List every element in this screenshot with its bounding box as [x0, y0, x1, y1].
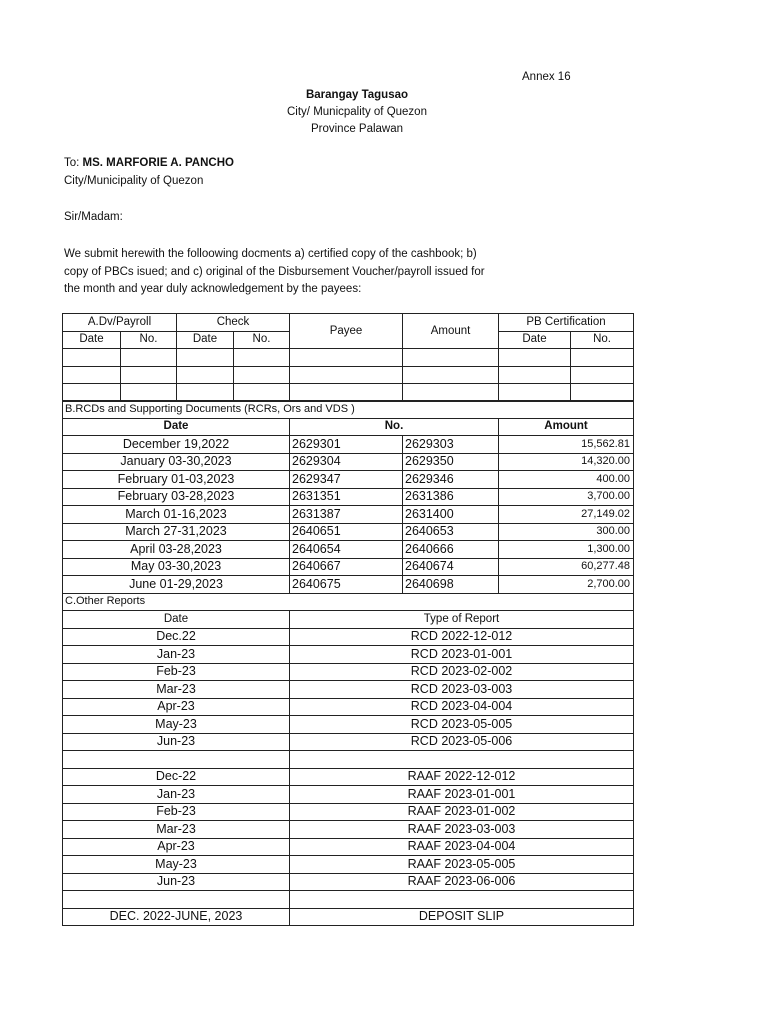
pb-no-header: No. [571, 331, 634, 349]
rcd-no-from-cell: 2629347 [290, 471, 403, 489]
section-c-title: C.Other Reports [63, 593, 634, 611]
table-row [63, 453, 634, 471]
b-amount-header: Amount [499, 418, 634, 436]
rcd-date-cell: March 01-16,2023 [63, 506, 290, 524]
rcd-no-from-cell: 2631387 [290, 506, 403, 524]
rcd-no-from-cell: 2640651 [290, 523, 403, 541]
rcd-no-to-cell: 2631386 [403, 488, 499, 506]
report-type-cell: RCD 2023-03-003 [290, 681, 634, 699]
rcd-amount-cell: 3,700.00 [499, 488, 634, 506]
table-row [63, 628, 634, 646]
report-type-cell: RCD 2023-05-005 [290, 716, 634, 734]
rcd-amount-cell: 14,320.00 [499, 453, 634, 471]
salutation: Sir/Madam: [64, 211, 123, 223]
table-row [63, 803, 634, 821]
rcd-date-cell: January 03-30,2023 [63, 453, 290, 471]
recipient-city: City/Municipality of Quezon [64, 175, 204, 187]
rcd-amount-cell: 400.00 [499, 471, 634, 489]
payee-header: Payee [290, 314, 403, 349]
table-row [63, 768, 634, 786]
rcd-no-to-cell: 2640674 [403, 558, 499, 576]
report-date-cell: Apr-23 [63, 698, 290, 716]
report-date-cell: Jan-23 [63, 646, 290, 664]
rcd-date-cell: February 01-03,2023 [63, 471, 290, 489]
rcd-no-to-cell: 2640698 [403, 576, 499, 594]
c-date-header: Date [63, 611, 290, 629]
rcd-no-from-cell: 2640654 [290, 541, 403, 559]
table-row [63, 646, 634, 664]
report-date-cell: May-23 [63, 856, 290, 874]
body-paragraph: We submit herewith the folloowing docments a) certified copy of the cashbook; b) copy of PBCs isued; and c) original of the Disbursement Voucher/payroll issued for the month and year duly acknowledgement by the payees: [64, 248, 485, 295]
report-date-cell: Dec-22 [63, 768, 290, 786]
rcd-amount-cell: 27,149.02 [499, 506, 634, 524]
rcd-date-cell: March 27-31,2023 [63, 523, 290, 541]
report-type-cell: RCD 2023-05-006 [290, 733, 634, 751]
table-row [63, 733, 634, 751]
table-row [63, 856, 634, 874]
table-row [63, 786, 634, 804]
c-type-header: Type of Report [290, 611, 634, 629]
rcd-no-to-cell: 2640653 [403, 523, 499, 541]
table-row [63, 488, 634, 506]
rcd-no-from-cell: 2629304 [290, 453, 403, 471]
report-date-cell: Apr-23 [63, 838, 290, 856]
report-type-cell: RCD 2023-02-002 [290, 663, 634, 681]
rcd-amount-cell: 15,562.81 [499, 436, 634, 454]
rcd-no-to-cell: 2629346 [403, 471, 499, 489]
table-row [63, 384, 634, 402]
city-line: City/ Municpality of Quezon [287, 106, 427, 118]
rcd-amount-cell: 300.00 [499, 523, 634, 541]
report-date-cell: Mar-23 [63, 681, 290, 699]
rcd-no-to-cell: 2631400 [403, 506, 499, 524]
report-type-cell: RAAF 2023-04-004 [290, 838, 634, 856]
dv-no-header: No. [121, 331, 177, 349]
report-date-cell: May-23 [63, 716, 290, 734]
rcd-no-from-cell: 2631351 [290, 488, 403, 506]
report-type-cell: RCD 2023-04-004 [290, 698, 634, 716]
rcd-amount-cell: 1,300.00 [499, 541, 634, 559]
table-row [63, 576, 634, 594]
report-date-cell: Mar-23 [63, 821, 290, 839]
amount-header: Amount [403, 314, 499, 349]
report-date-cell: Feb-23 [63, 803, 290, 821]
rcd-no-to-cell: 2640666 [403, 541, 499, 559]
rcd-date-cell: June 01-29,2023 [63, 576, 290, 594]
report-type-cell: RAAF 2023-01-002 [290, 803, 634, 821]
recipient-name: MS. MARFORIE A. PANCHO [82, 157, 234, 169]
recipient-line [64, 157, 234, 169]
rcd-date-cell: February 03-28,2023 [63, 488, 290, 506]
table-row [63, 663, 634, 681]
report-date-cell: Jun-23 [63, 733, 290, 751]
b-date-header: Date [63, 418, 290, 436]
dv-date-header: Date [63, 331, 121, 349]
report-type-cell: RAAF 2023-01-001 [290, 786, 634, 804]
table-row [63, 506, 634, 524]
report-date-cell: Jan-23 [63, 786, 290, 804]
table-row [63, 698, 634, 716]
report-date-cell: Feb-23 [63, 663, 290, 681]
pb-date-header: Date [499, 331, 571, 349]
section-b-title: B.RCDs and Supporting Documents (RCRs, Ors and VDS ) [63, 401, 634, 419]
table-row [63, 838, 634, 856]
rcd-no-from-cell: 2640675 [290, 576, 403, 594]
rcd-no-to-cell: 2629303 [403, 436, 499, 454]
report-type-cell: RCD 2023-01-001 [290, 646, 634, 664]
report-type-cell: RAAF 2023-03-003 [290, 821, 634, 839]
table-row [63, 821, 634, 839]
rcd-date-cell: May 03-30,2023 [63, 558, 290, 576]
b-no-header: No. [290, 418, 499, 436]
check-date-header: Date [177, 331, 234, 349]
rcd-amount-cell: 2,700.00 [499, 576, 634, 594]
rcd-no-from-cell: 2629301 [290, 436, 403, 454]
table-row [63, 366, 634, 384]
deposit-date: DEC. 2022-JUNE, 2023 [63, 908, 290, 926]
rcd-no-from-cell: 2640667 [290, 558, 403, 576]
rcd-amount-cell: 60,277.48 [499, 558, 634, 576]
dv-table [62, 313, 634, 402]
report-type-cell: RAAF 2023-06-006 [290, 873, 634, 891]
rcd-date-cell: April 03-28,2023 [63, 541, 290, 559]
table-row [63, 681, 634, 699]
table-row [63, 873, 634, 891]
table-row [63, 349, 634, 367]
check-header: Check [177, 314, 290, 332]
deposit-type: DEPOSIT SLIP [290, 908, 634, 926]
report-type-cell: RCD 2022-12-012 [290, 628, 634, 646]
dv-payroll-header: A.Dv/Payroll [63, 314, 177, 332]
report-date-cell: Dec.22 [63, 628, 290, 646]
table-row [63, 471, 634, 489]
table-row [63, 891, 634, 909]
table-row [63, 558, 634, 576]
report-type-cell: RAAF 2022-12-012 [290, 768, 634, 786]
report-type-cell: RAAF 2023-05-005 [290, 856, 634, 874]
rcd-table [62, 400, 634, 926]
annex-label: Annex 16 [522, 71, 571, 83]
check-no-header: No. [234, 331, 290, 349]
province-line: Province Palawan [310, 123, 404, 135]
barangay-title: Barangay Tagusao [305, 89, 409, 101]
table-row [63, 436, 634, 454]
report-date-cell: Jun-23 [63, 873, 290, 891]
table-row [63, 541, 634, 559]
table-row [63, 751, 634, 769]
rcd-date-cell: December 19,2022 [63, 436, 290, 454]
pb-cert-header: PB Certification [499, 314, 634, 332]
table-row [63, 716, 634, 734]
to-prefix: To: [64, 157, 83, 169]
rcd-no-to-cell: 2629350 [403, 453, 499, 471]
table-row [63, 523, 634, 541]
